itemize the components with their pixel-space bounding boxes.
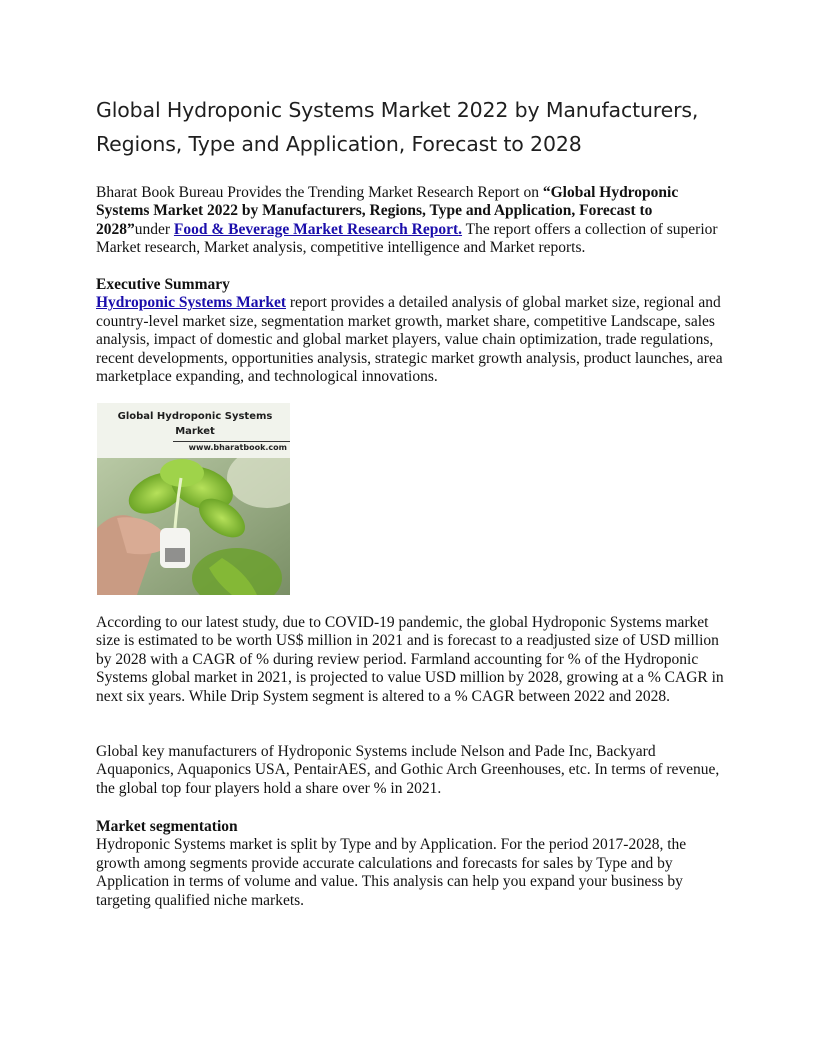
market-segmentation-body: Hydroponic Systems market is split by Type and by Application. For the period 2017-2028, the growth among segments provide accurate calculations and forecasts for sales by Type and by Application in terms of volume and value. This analysis can help you expand your business by targeting qualified niche markets. bbox=[96, 836, 687, 909]
intro-tail: The report offers a collection of superior Market research, Market analysis, competitive intelligence and Market reports. bbox=[96, 220, 718, 257]
manufacturers-paragraph: Global key manufacturers of Hydroponic Systems include Nelson and Pade Inc, Backyard Aquaponics, Aquaponics USA, PentairAES, and Gothic Arch Greenhouses, etc. In terms of revenue, the global top four players hold a share over % in 2021. bbox=[96, 743, 720, 797]
executive-summary-section bbox=[96, 276, 730, 386]
cover-title-line1: Global Hydroponic Systems bbox=[117, 411, 273, 422]
report-cover-image bbox=[97, 403, 290, 595]
intro-under: under bbox=[134, 220, 174, 238]
study-paragraph: According to our latest study, due to COVID-19 pandemic, the global Hydroponic Systems market size is estimated to be worth US$ million in 2021 and is forecast to a readjusted size of USD million by 2028 with a CAGR of % during review period. Farmland accounting for % of the Hydroponic Systems global market in 2021, is projected to value USD million by 2028, growing at a % CAGR in next six years. While Drip System segment is altered to a % CAGR between 2022 and 2028. bbox=[96, 614, 724, 705]
executive-summary-heading: Executive Summary bbox=[96, 276, 230, 293]
cover-title-line2: Market bbox=[175, 426, 215, 437]
food-beverage-report-link[interactable]: Food & Beverage Market Research Report bbox=[173, 220, 459, 238]
cover-url: www.bharatbook.com bbox=[188, 443, 287, 452]
intro-lead: Bharat Book Bureau Provides the Trending Market Research Report on bbox=[96, 184, 543, 201]
hydroponic-plant-photo bbox=[97, 458, 290, 595]
cover-title bbox=[105, 409, 285, 439]
cover-divider bbox=[173, 441, 290, 442]
executive-summary-body: report provides a detailed analysis of global market size, regional and country-level market size, segmentation market growth, market share, competitive Landscape, sales analysis, impact of domestic and global market players, value chain optimization, trade regulations, recent developments, opportunities analysis, strategic market growth analysis, product launches, area marketplace expanding, and technological innovations. bbox=[96, 294, 723, 386]
market-segmentation-section bbox=[96, 818, 730, 910]
intro-paragraph bbox=[96, 184, 730, 258]
hydroponic-systems-market-link[interactable]: Hydroponic Systems Market bbox=[96, 294, 287, 312]
food-beverage-report-link-dot[interactable]: . bbox=[458, 220, 463, 238]
market-segmentation-heading: Market segmentation bbox=[96, 818, 238, 835]
intro-report-title: “Global Hydroponic Systems Market 2022 by Manufacturers, Regions, Type and Application, Forecast to 2028” bbox=[96, 184, 679, 238]
page-title: Global Hydroponic Systems Market 2022 by Manufacturers, Regions, Type and Application, Forecast to 2028 bbox=[96, 98, 699, 156]
